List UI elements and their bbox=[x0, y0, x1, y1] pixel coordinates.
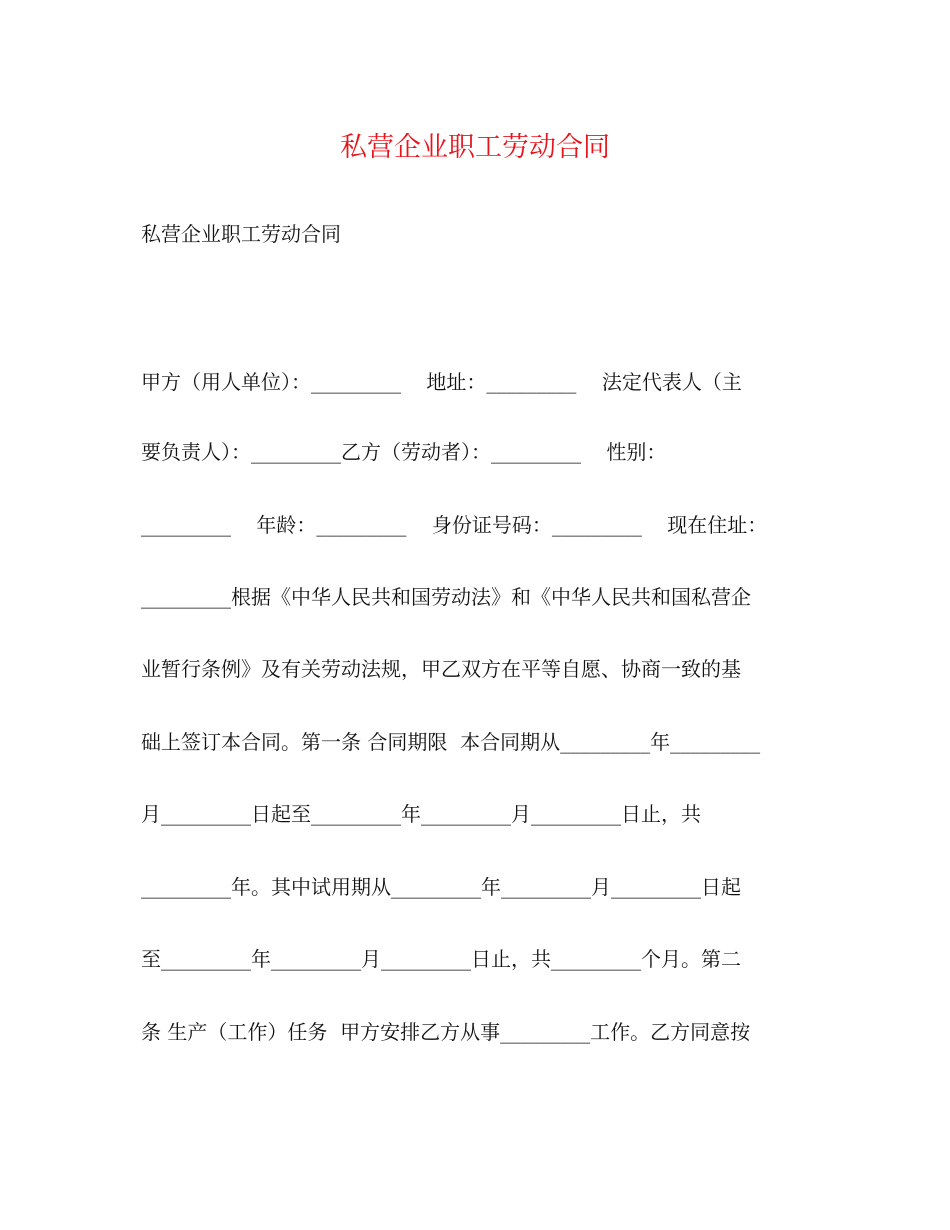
body-line-1: 甲方（用人单位）：_________ 地址：_________ 法定代表人（主 bbox=[141, 370, 742, 394]
body-line-10: 条 生产（工作）任务 甲方安排乙方从事_________工作。乙方同意按 bbox=[141, 1020, 751, 1044]
body-line-4: _________根据《中华人民共和国劳动法》和《中华人民共和国私营企 bbox=[141, 585, 751, 609]
body-line-8: _________年。其中试用期从_________年_________月_________日起 bbox=[141, 875, 741, 899]
body-line-7: 月_________日起至_________年_________月_________日止，共 bbox=[141, 802, 701, 826]
body-line-9: 至_________年_________月_________日止，共_________个月。第二 bbox=[141, 947, 741, 971]
body-line-5: 业暂行条例》及有关劳动法规，甲乙双方在平等自愿、协商一致的基 bbox=[141, 657, 741, 681]
document-subtitle: 私营企业职工劳动合同 bbox=[141, 222, 341, 246]
body-line-3: _________ 年龄：_________ 身份证号码：_________ 现在住址： bbox=[141, 513, 768, 537]
body-line-2: 要负责人）：_________乙方（劳动者）：_________ 性别： bbox=[141, 440, 667, 464]
document-title: 私营企业职工劳动合同 bbox=[340, 132, 610, 163]
body-line-6: 础上签订本合同。第一条 合同期限 本合同期从_________年_________ bbox=[141, 730, 761, 754]
